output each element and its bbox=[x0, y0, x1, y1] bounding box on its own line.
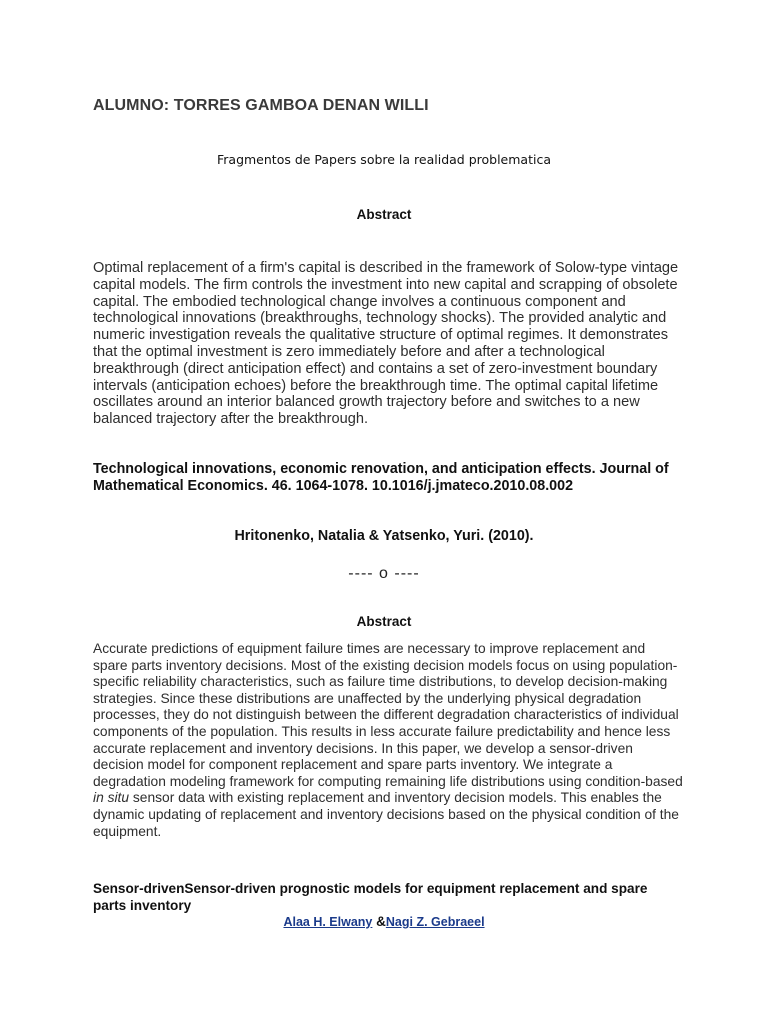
abstract-text-1: Optimal replacement of a firm's capital is described in the framework of Solow-type vintage capital models. The firm controls the investment into new capital and scrapping of obsolete capital. The embodied technological change involves a continuous component and technological innovations (breakthroughs, technology shocks). The provided analytic and numeric investigation reveals the qualitative structure of optimal regimes. It demonstrates that the optimal investment is zero immediately before and after a technological breakthrough (direct anticipation effect) and contains a set of zero-investment boundary intervals (anticipation echoes) before the breakthrough time. The optimal capital lifetime oscillates around an interior balanced growth trajectory before and switches to a new balanced trajectory after the breakthrough. bbox=[93, 260, 679, 428]
abstract-heading-1: Abstract bbox=[356, 207, 412, 222]
paper2-authors bbox=[0, 914, 768, 929]
student-name-heading: ALUMNO: TORRES GAMBOA DENAN WILLI bbox=[93, 97, 429, 114]
paper1-authors: Hritonenko, Natalia & Yatsenko, Yuri. (2010). bbox=[234, 528, 534, 544]
author-link-elwany[interactable]: Alaa H. Elwany bbox=[283, 915, 373, 929]
section-separator: ---- o ---- bbox=[348, 565, 420, 582]
abstract-text-2-part2: sensor data with existing replacement and inventory decision models. This enables the dynamic updating of replacement and inventory decisions based on the physical condition of the equipment. bbox=[93, 790, 679, 839]
abstract-text-2-part1: Accurate predictions of equipment failure times are necessary to improve replacement and spare parts inventory decisions. Most of the existing decision models focus on using population-specific reliability characteristics, such as failure time distributions, to develop decision-making strategies. Since these distributions are unaffected by the underlying physical degradation processes, they do not distinguish between the different degradation characteristics of individual components of the population. This results in less accurate failure predictability and hence less accurate replacement and inventory decisions. In this paper, we develop a sensor-driven decision model for component replacement and spare parts inventory. We integrate a degradation modeling framework for computing remaining life distributions using condition-based bbox=[93, 641, 683, 789]
abstract-text-2-italic: in situ bbox=[93, 790, 130, 806]
author-ampersand: & bbox=[372, 914, 386, 929]
paper1-citation: Technological innovations, economic renovation, and anticipation effects. Journal of Mathematical Economics. 46. 1064-1078. 10.1016/j.jmateco.2010.08.002 bbox=[93, 461, 669, 494]
document-subtitle: Fragmentos de Papers sobre la realidad problematica bbox=[216, 152, 551, 167]
paper2-title: Sensor-drivenSensor-driven prognostic models for equipment replacement and spare parts inventory bbox=[93, 881, 648, 913]
abstract-heading-2: Abstract bbox=[356, 614, 412, 629]
author-link-gebraeel[interactable]: Nagi Z. Gebraeel bbox=[385, 915, 485, 929]
abstract-text-2 bbox=[93, 641, 683, 840]
